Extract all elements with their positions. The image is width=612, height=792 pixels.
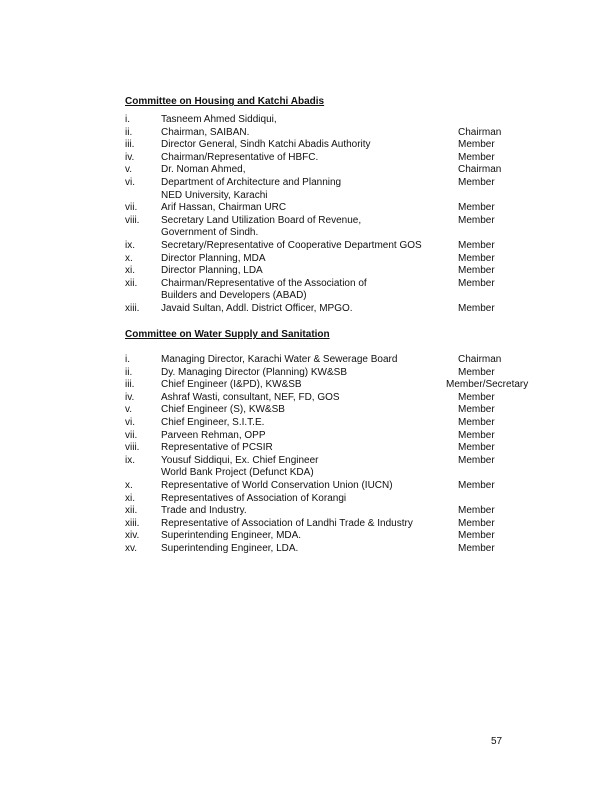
item-role: Member <box>458 429 495 441</box>
item-text: Representative of Association of Landhi Trade & Industry <box>161 517 413 529</box>
item-text: Parveen Rehman, OPP <box>161 429 266 441</box>
item-number: vii. <box>125 429 138 441</box>
item-text: Superintending Engineer, LDA. <box>161 543 299 554</box>
item-number: iv. <box>125 151 135 163</box>
item-number: xi. <box>125 492 135 504</box>
item-role: Member <box>458 505 495 517</box>
item-role: Member <box>458 391 495 403</box>
item-text: Director General, Sindh Katchi Abadis Authority <box>161 139 371 151</box>
page-number: 57 <box>491 736 503 747</box>
item-role: Member <box>458 151 495 163</box>
item-text: Managing Director, Karachi Water & Sewerage Board <box>161 354 398 365</box>
item-number: viii. <box>125 442 140 454</box>
item-text-line2: Builders and Developers (ABAD) <box>161 290 307 302</box>
item-text: Department of Architecture and Planning <box>161 177 342 188</box>
item-number: xii. <box>125 277 138 289</box>
item-text: Secretary/Representative of Cooperative Department GOS <box>161 240 422 251</box>
item-text: Secretary Land Utilization Board of Revenue, <box>161 214 362 226</box>
item-text: Chairman/Representative of the Association of <box>161 277 367 289</box>
item-role: Member <box>458 404 495 416</box>
item-text: Chief Engineer (S), KW&SB <box>161 404 285 416</box>
item-number: xi. <box>125 265 135 277</box>
item-number: ii. <box>125 366 133 378</box>
item-number: vi. <box>125 417 135 428</box>
item-role: Member <box>458 177 495 188</box>
item-number: xiii. <box>125 303 140 314</box>
item-role: Member <box>458 517 495 529</box>
item-number: xiv. <box>125 530 140 542</box>
item-number: iii. <box>125 139 135 151</box>
item-text: Superintending Engineer, MDA. <box>161 530 302 542</box>
item-number: xii. <box>125 505 138 517</box>
item-role: Member/Secretary <box>446 379 529 391</box>
item-role: Member <box>458 277 495 289</box>
item-text: Yousuf Siddiqui, Ex. Chief Engineer <box>161 454 319 466</box>
item-text-line2: Government of Sindh. <box>161 227 259 239</box>
item-role: Member <box>458 543 495 554</box>
item-role: Member <box>458 442 495 454</box>
item-number: i. <box>125 114 130 125</box>
item-text-line2: World Bank Project (Defunct KDA) <box>161 467 314 479</box>
item-number: vii. <box>125 202 138 214</box>
item-number: vi. <box>125 177 135 188</box>
item-number: v. <box>125 404 133 416</box>
item-number: i. <box>125 354 130 365</box>
item-number: x. <box>125 252 133 264</box>
item-number: xiii. <box>125 517 140 529</box>
item-text: Chief Engineer, S.I.T.E. <box>161 417 265 428</box>
item-text: Tasneem Ahmed Siddiqui, <box>161 114 277 125</box>
item-role: Member <box>458 454 495 466</box>
item-text: Dr. Noman Ahmed, <box>161 164 246 176</box>
item-role: Member <box>458 265 495 277</box>
item-number: xv. <box>125 543 138 554</box>
item-text: Dy. Managing Director (Planning) KW&SB <box>161 366 347 378</box>
item-role: Member <box>458 252 495 264</box>
item-text: Director Planning, LDA <box>161 265 263 277</box>
item-role: Member <box>458 480 495 491</box>
item-text: Chairman, SAIBAN. <box>161 126 250 138</box>
item-role: Chairman <box>458 354 502 365</box>
item-text: Representative of PCSIR <box>161 442 273 454</box>
item-role: Member <box>458 139 495 151</box>
item-number: iii. <box>125 379 135 391</box>
section-heading-housing: Committee on Housing and Katchi Abadis <box>125 96 325 107</box>
item-text: Chief Engineer (I&PD), KW&SB <box>161 379 302 391</box>
item-text: Director Planning, MDA <box>161 252 266 264</box>
item-role: Member <box>458 530 495 542</box>
item-number: ix. <box>125 240 135 251</box>
item-role: Chairman <box>458 126 502 138</box>
item-text: Chairman/Representative of HBFC. <box>161 151 319 163</box>
item-role: Member <box>458 240 495 251</box>
item-text: Arif Hassan, Chairman URC <box>161 202 287 214</box>
item-text: Trade and Industry. <box>161 505 247 517</box>
item-role: Member <box>458 366 495 378</box>
item-number: ii. <box>125 126 133 138</box>
item-number: x. <box>125 480 133 491</box>
item-text-line2: NED University, Karachi <box>161 189 268 201</box>
item-number: iv. <box>125 391 135 403</box>
item-number: v. <box>125 164 133 176</box>
item-number: viii. <box>125 214 140 226</box>
item-role: Member <box>458 303 495 314</box>
item-role: Chairman <box>458 164 502 176</box>
item-role: Member <box>458 417 495 428</box>
section-heading-water: Committee on Water Supply and Sanitation <box>125 329 330 340</box>
item-text: Javaid Sultan, Addl. District Officer, MPGO. <box>161 303 353 314</box>
item-text: Representative of World Conservation Union (IUCN) <box>161 480 393 491</box>
item-number: ix. <box>125 454 135 466</box>
item-text: Representatives of Association of Korangi <box>161 492 347 504</box>
item-text: Ashraf Wasti, consultant, NEF, FD, GOS <box>161 391 340 403</box>
item-role: Member <box>458 202 495 214</box>
item-role: Member <box>458 214 495 226</box>
